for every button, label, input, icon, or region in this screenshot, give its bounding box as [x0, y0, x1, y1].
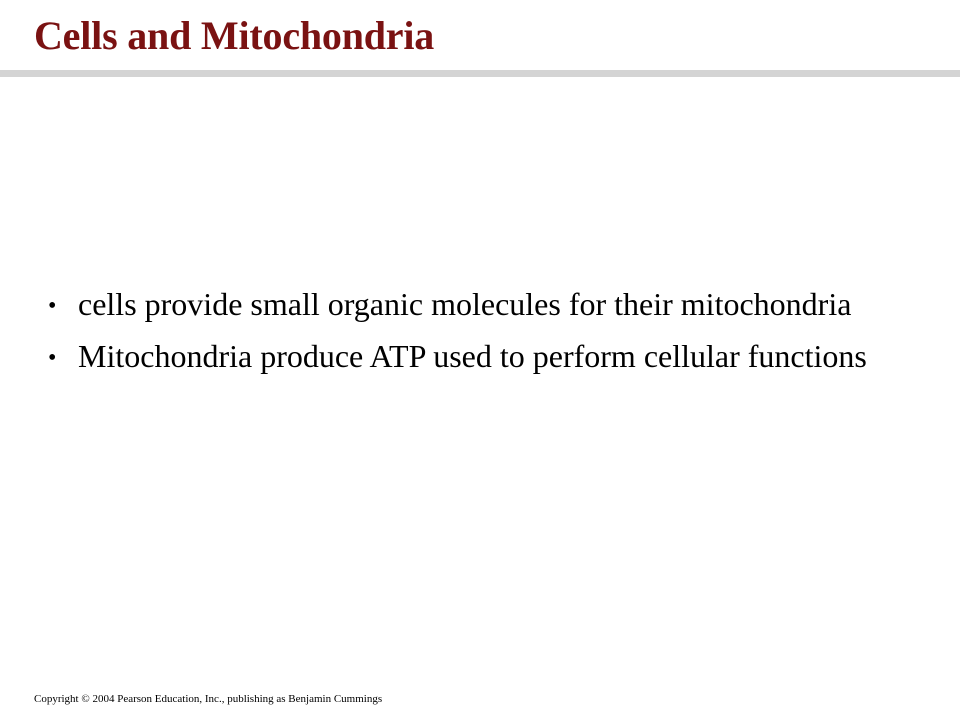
- bullet-dot-icon: •: [48, 345, 57, 371]
- bullet-list: [48, 286, 928, 390]
- bullet-item: [48, 338, 928, 374]
- bullet-text: cells provide small organic molecules for their mitochondria: [78, 286, 852, 322]
- bullet-text: Mitochondria produce ATP used to perform cellular functions: [78, 338, 867, 374]
- bullet-item: [48, 286, 928, 322]
- copyright-footer: Copyright © 2004 Pearson Education, Inc., publishing as Benjamin Cummings: [34, 693, 383, 705]
- title-divider: [0, 70, 960, 77]
- slide-title: Cells and Mitochondria: [34, 13, 435, 58]
- bullet-dot-icon: •: [48, 293, 57, 319]
